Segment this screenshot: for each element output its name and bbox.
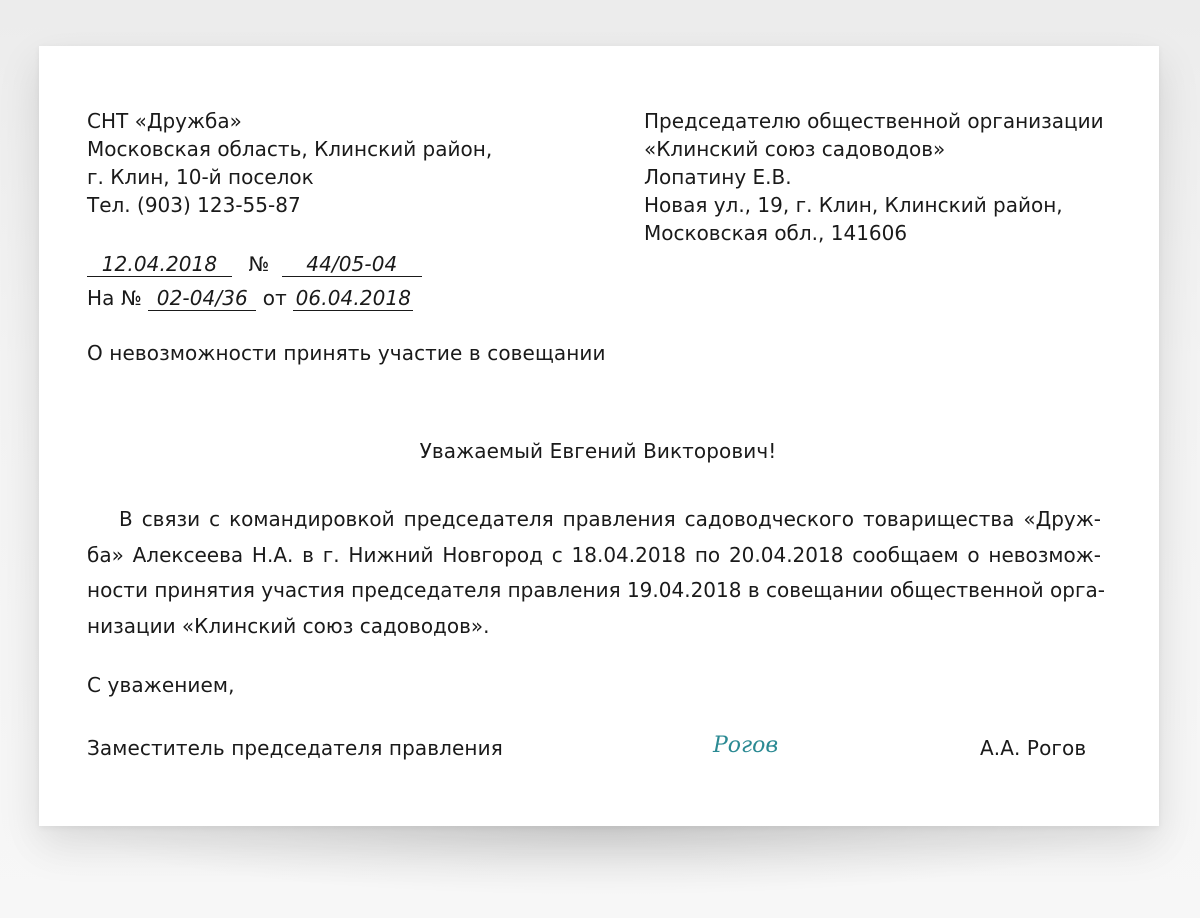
recipient-line: «Клинский союз садоводов»	[644, 137, 946, 161]
paper-shadow	[60, 826, 1140, 896]
reply-reference-line	[87, 284, 413, 312]
recipient-line: Московская обл., 141606	[644, 221, 908, 245]
sender-line: Московская область, Клинский район,	[87, 137, 493, 161]
body-line: низации «Клинский союз садоводов».	[87, 613, 490, 638]
sender-line: Тел. (903) 123-55-87	[87, 193, 301, 217]
handwritten-signature: Рогов	[713, 733, 779, 758]
reply-prefix: На №	[87, 286, 142, 310]
registration-line	[87, 250, 422, 278]
sender-line: СНТ «Дружба»	[87, 109, 242, 133]
salutation: Уважаемый Евгений Викторович!	[419, 439, 777, 463]
closing: С уважением,	[87, 673, 235, 697]
recipient-line: Лопатину Е.В.	[644, 165, 792, 189]
signer-position: Заместитель председателя правления	[87, 736, 503, 760]
body-line: ба» Алексеева Н.А. в г. Нижний Новгород с 18.04.2018 по 20.04.2018 сообщаем о невозмож-	[87, 542, 1101, 567]
recipient-line: Председателю общественной организации	[644, 109, 1104, 133]
body-line: ности принятия участия председателя правления 19.04.2018 в совещании общественной орга-	[87, 578, 1105, 602]
letter-body	[87, 502, 1105, 644]
outgoing-number: 44/05-04	[282, 252, 422, 277]
sender-block	[87, 107, 492, 219]
sender-line: г. Клин, 10-й поселок	[87, 165, 314, 189]
body-line: В связи с командировкой председателя правления садоводческого товарищества «Друж-	[119, 507, 1101, 531]
reply-from-label: от	[262, 286, 287, 310]
outgoing-date: 12.04.2018	[87, 252, 232, 277]
signer-name: А.А. Рогов	[980, 736, 1087, 760]
letter-subject: О невозможности принять участие в совещании	[87, 341, 606, 365]
reply-number: 02-04/36	[148, 286, 256, 311]
recipient-block	[644, 107, 1104, 247]
number-sign: №	[248, 252, 270, 276]
recipient-line: Новая ул., 19, г. Клин, Клинский район,	[644, 193, 1063, 217]
reply-date: 06.04.2018	[293, 286, 413, 311]
